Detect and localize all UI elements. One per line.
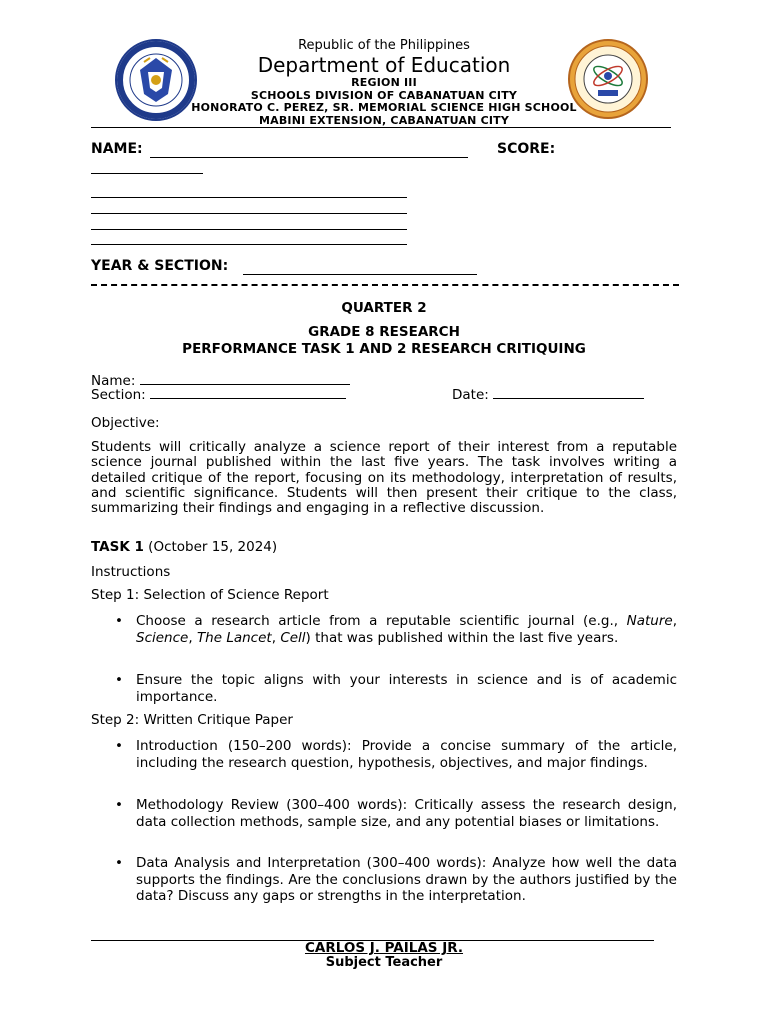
bullet-glyph: • — [115, 738, 123, 754]
student-date-field — [452, 387, 644, 403]
bullet-glyph: • — [115, 672, 123, 688]
student-date-line[interactable] — [493, 387, 644, 399]
quarter-title: QUARTER 2 — [341, 300, 427, 316]
step1-heading: Step 1: Selection of Science Report — [91, 587, 329, 603]
student-name-label: Name: — [91, 373, 136, 389]
step2-bullet-2: Methodology Review (300–400 words): Critically assess the research design, data collection methods, sample size, and any potential biases or limitations. — [136, 797, 677, 830]
name-label: NAME: — [91, 141, 143, 157]
step2-bullet-3: Data Analysis and Interpretation (300–400 words): Analyze how well the data supports the findings. Are the conclusions drawn by the authors justified by the data? Discuss any gaps or strengths in the interpretation. — [136, 855, 677, 904]
student-date-label: Date: — [452, 387, 489, 403]
step2-heading: Step 2: Written Critique Paper — [91, 712, 293, 728]
step1-bullet-2: Ensure the topic aligns with your interests in science and is of academic importance. — [136, 672, 677, 705]
header-school: HONORATO C. PEREZ, SR. MEMORIAL SCIENCE HIGH SCHOOL — [191, 101, 577, 114]
name-line[interactable] — [150, 157, 468, 158]
blank-line[interactable] — [91, 229, 407, 230]
step2-bullet-1: Introduction (150–200 words): Provide a concise summary of the article, including the research question, hypothesis, objectives, and major findings. — [136, 738, 677, 771]
teacher-name: CARLOS J. PAILAS JR. — [304, 940, 464, 956]
teacher-role: Subject Teacher — [325, 955, 443, 970]
year-section-label: YEAR & SECTION: — [91, 258, 229, 274]
task1-label: TASK 1 — [91, 539, 144, 555]
step1-bullet-1 — [136, 613, 677, 646]
task-title: PERFORMANCE TASK 1 AND 2 RESEARCH CRITIQUING — [182, 341, 586, 357]
journal-lancet: The Lancet — [196, 629, 272, 646]
task1-date: (October 15, 2024) — [143, 539, 278, 555]
header-department: Department of Education — [257, 53, 511, 77]
blank-line[interactable] — [91, 213, 407, 214]
bullet-text-part: , — [271, 629, 281, 646]
student-name-line[interactable] — [140, 373, 350, 385]
score-line[interactable] — [91, 173, 203, 174]
header-address: MABINI EXTENSION, CABANATUAN CITY — [258, 114, 510, 127]
objective-text: Students will critically analyze a science report of their interest from a reputable science journal published within the last five years. The task involves writing a detailed critique of the report, focusing on its methodology, interpretation of results, and scientific significance. Students will then present their critique to the class, summarizing their findings and engaging in a reflective discussion. — [91, 439, 677, 517]
bullet-glyph: • — [115, 855, 123, 871]
bullet-text-part: Choose a research article from a reputable scientific journal (e.g., — [136, 613, 627, 629]
header-divider — [91, 127, 671, 128]
blank-line[interactable] — [91, 244, 407, 245]
score-label: SCORE: — [497, 141, 556, 157]
bullet-text-part: , — [672, 613, 677, 629]
journal-science: Science — [136, 629, 189, 646]
grade-title: GRADE 8 RESEARCH — [308, 324, 460, 340]
task1-heading — [91, 540, 277, 555]
bullet-text-part: ) that was published within the last five years. — [305, 629, 619, 646]
student-section-label: Section: — [91, 387, 146, 403]
bullet-glyph: • — [115, 797, 123, 813]
journal-cell: Cell — [280, 629, 306, 646]
header-division: SCHOOLS DIVISION OF CABANATUAN CITY — [250, 89, 518, 102]
header-region: REGION III — [351, 76, 417, 89]
header-republic: Republic of the Philippines — [298, 38, 470, 53]
objective-heading: Objective: — [91, 415, 160, 431]
bullet-glyph: • — [115, 613, 123, 629]
blank-line[interactable] — [91, 197, 407, 198]
dashed-divider — [91, 284, 679, 286]
student-section-field — [91, 387, 346, 403]
journal-nature: Nature — [626, 613, 673, 629]
year-section-line[interactable] — [243, 274, 477, 275]
student-section-line[interactable] — [150, 387, 346, 399]
instructions-heading: Instructions — [91, 564, 171, 580]
bullet-text-part: , — [188, 629, 197, 646]
